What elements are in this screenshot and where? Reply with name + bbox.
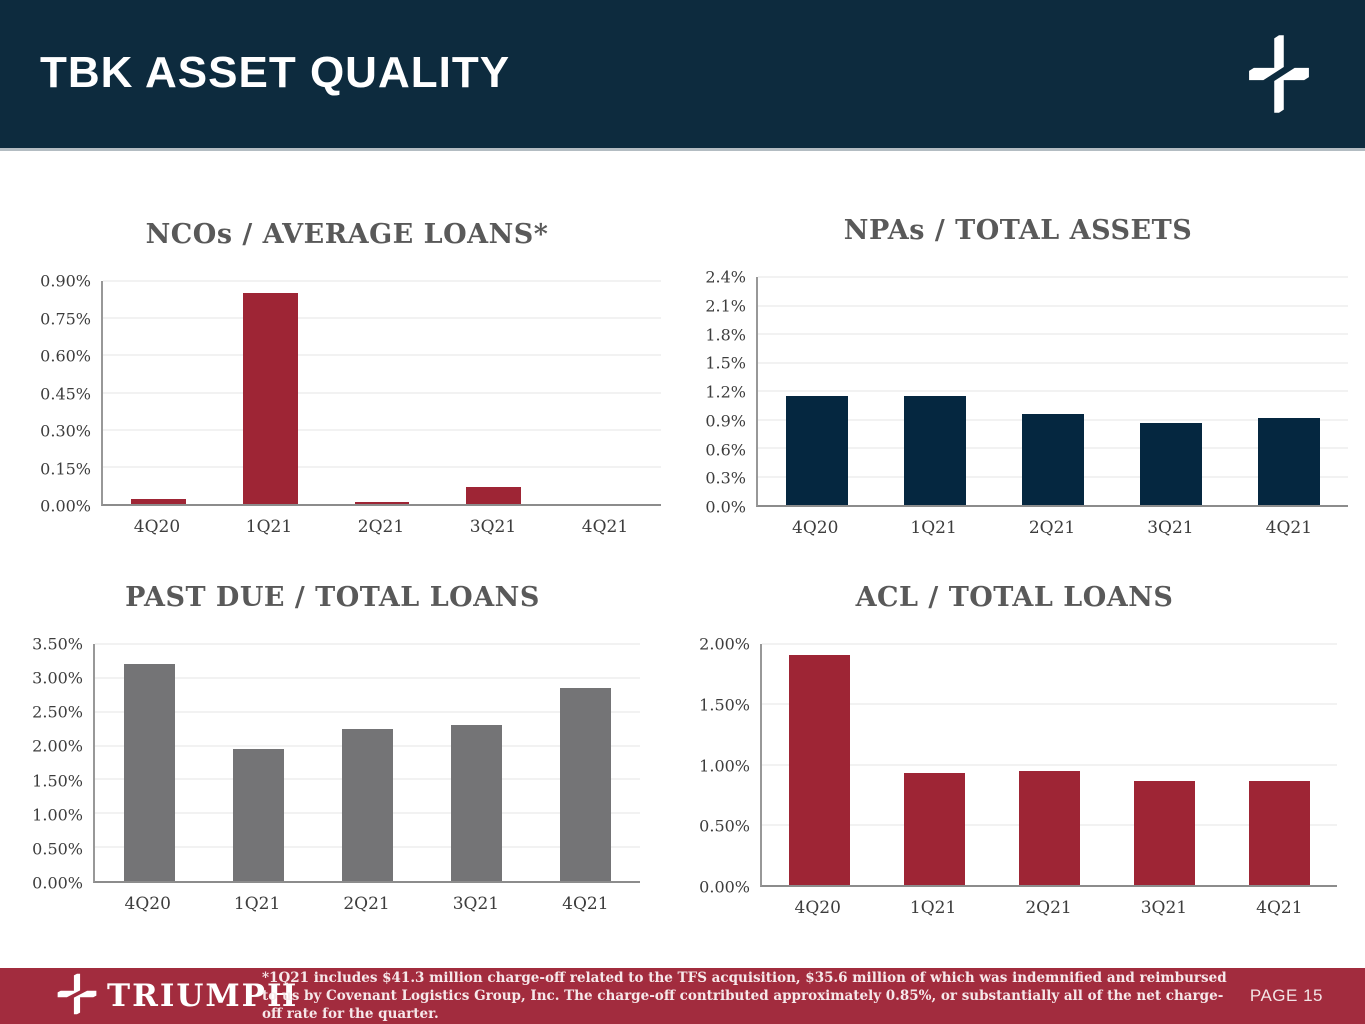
category-slot <box>326 281 438 504</box>
x-axis <box>760 887 1337 918</box>
bar-1Q21 <box>904 396 967 505</box>
y-tick-label: 1.00% <box>699 756 750 775</box>
category-slot <box>758 277 876 505</box>
x-tick-label: 3Q21 <box>469 517 517 537</box>
y-axis <box>33 271 101 516</box>
category-slot <box>215 281 327 504</box>
chart-npas-total-assets <box>688 211 1348 538</box>
y-tick-label: 1.2% <box>705 382 746 402</box>
x-tick-label: 1Q21 <box>909 898 957 918</box>
y-axis <box>688 267 756 517</box>
category-slot <box>992 644 1107 885</box>
slide-header <box>0 0 1365 151</box>
x-tick-label: 1Q21 <box>245 517 293 537</box>
category-slot <box>422 644 531 881</box>
bar-3Q21 <box>1134 781 1195 885</box>
category-slot <box>204 644 313 881</box>
chart-title: NPAs / TOTAL ASSETS <box>843 215 1193 246</box>
bar-2Q21 <box>342 729 392 881</box>
plot-area <box>756 277 1348 507</box>
category-slot <box>1222 644 1337 885</box>
category-slot <box>1112 277 1230 505</box>
x-tick-label: 3Q21 <box>1147 518 1194 538</box>
y-tick-label: 0.6% <box>705 440 746 459</box>
y-tick-label: 1.50% <box>32 771 83 791</box>
category-slot <box>877 644 992 885</box>
brand-wordmark: TRIUMPH <box>107 977 299 1014</box>
y-tick-label: 0.50% <box>699 816 750 836</box>
category-slot <box>1107 644 1222 885</box>
y-tick-label: 1.8% <box>705 325 746 344</box>
chart-title: NCOs / AVERAGE LOANS* <box>145 219 549 250</box>
x-tick-label: 4Q21 <box>1265 518 1313 538</box>
x-axis <box>756 507 1348 538</box>
y-tick-label: 0.15% <box>40 459 91 479</box>
x-tick-label: 2Q21 <box>357 517 405 537</box>
bar-4Q20 <box>786 396 849 505</box>
y-tick-label: 0.00% <box>699 877 750 897</box>
x-tick-label: 1Q21 <box>233 894 281 914</box>
x-tick-label: 4Q20 <box>133 517 181 537</box>
y-tick-label: 0.50% <box>32 839 83 859</box>
page-title: TBK ASSET QUALITY <box>40 48 511 97</box>
plot-area <box>760 644 1337 887</box>
y-tick-label: 2.1% <box>705 296 746 316</box>
y-tick-label: 0.00% <box>40 496 91 516</box>
x-axis <box>101 506 661 537</box>
x-tick-label: 3Q21 <box>452 894 500 914</box>
category-slot <box>549 281 661 504</box>
bar-2Q21 <box>1022 414 1085 505</box>
bar-4Q20 <box>124 664 174 881</box>
category-slot <box>531 644 640 881</box>
triumph-cross-icon <box>55 971 99 1022</box>
footnote-text: *1Q21 includes $41.3 million charge-off related to the TFS acquisition, $35.6 million of which was indemnified and reimbursed to us by Covenant Logistics Group, Inc. The charge-off contributed approximately 0.85%, or substantially all of the net charge-off rate for the quarter. <box>262 969 1227 1023</box>
y-axis <box>25 634 93 893</box>
y-tick-label: 1.50% <box>699 695 750 715</box>
x-tick-label: 2Q21 <box>1028 518 1076 538</box>
triumph-cross-icon <box>1245 30 1313 123</box>
y-tick-label: 0.45% <box>40 384 91 403</box>
page-number: PAGE 15 <box>1249 986 1323 1005</box>
x-tick-label: 4Q20 <box>124 894 171 914</box>
slide-footer <box>0 968 1365 1024</box>
y-tick-label: 0.75% <box>40 309 91 328</box>
chart-ncos-average-loans <box>33 215 661 537</box>
category-slot <box>1230 277 1348 505</box>
category-slot <box>876 277 994 505</box>
y-tick-label: 3.50% <box>32 634 83 654</box>
y-tick-label: 0.90% <box>40 271 91 291</box>
chart-title: ACL / TOTAL LOANS <box>855 582 1174 613</box>
x-tick-label: 2Q21 <box>1025 898 1072 918</box>
y-tick-label: 2.00% <box>32 736 83 756</box>
category-slot <box>313 644 422 881</box>
category-slot <box>95 644 204 881</box>
bar-4Q20 <box>789 655 850 885</box>
category-slot <box>762 644 877 885</box>
y-axis <box>692 634 760 897</box>
y-tick-label: 0.00% <box>32 873 83 893</box>
bar-3Q21 <box>466 487 521 504</box>
chart-title: PAST DUE / TOTAL LOANS <box>125 582 540 613</box>
bar-4Q20 <box>131 499 186 504</box>
y-tick-label: 0.9% <box>705 411 746 431</box>
x-tick-label: 3Q21 <box>1140 898 1188 918</box>
x-tick-label: 4Q21 <box>1256 898 1303 918</box>
bar-1Q21 <box>904 773 965 885</box>
chart-past-due-total-loans <box>25 578 640 914</box>
y-tick-label: 0.0% <box>705 497 746 517</box>
category-slot <box>103 281 215 504</box>
y-tick-label: 0.3% <box>705 468 746 488</box>
y-tick-label: 0.30% <box>40 421 91 441</box>
y-tick-label: 3.00% <box>32 668 83 688</box>
category-slot <box>994 277 1112 505</box>
bar-2Q21 <box>355 502 410 504</box>
bar-1Q21 <box>233 749 283 881</box>
chart-acl-total-loans <box>692 578 1337 918</box>
bar-4Q21 <box>560 688 610 881</box>
bar-2Q21 <box>1019 771 1080 885</box>
x-axis <box>93 883 640 914</box>
x-tick-label: 4Q20 <box>792 518 839 538</box>
y-tick-label: 1.00% <box>32 805 83 825</box>
y-tick-label: 2.4% <box>705 267 746 287</box>
y-tick-label: 2.50% <box>32 702 83 722</box>
y-tick-label: 2.00% <box>699 634 750 654</box>
x-tick-label: 4Q20 <box>794 898 841 918</box>
plot-area <box>93 644 640 883</box>
x-tick-label: 4Q21 <box>581 517 629 537</box>
y-tick-label: 1.5% <box>705 353 746 373</box>
bar-1Q21 <box>243 293 298 504</box>
bar-4Q21 <box>1249 781 1310 885</box>
bar-3Q21 <box>1140 423 1203 505</box>
bar-4Q21 <box>1258 418 1321 505</box>
bar-3Q21 <box>451 725 501 881</box>
plot-area <box>101 281 661 506</box>
x-tick-label: 2Q21 <box>343 894 390 914</box>
x-tick-label: 4Q21 <box>562 894 609 914</box>
category-slot <box>438 281 550 504</box>
x-tick-label: 1Q21 <box>910 518 957 538</box>
y-tick-label: 0.60% <box>40 346 91 366</box>
